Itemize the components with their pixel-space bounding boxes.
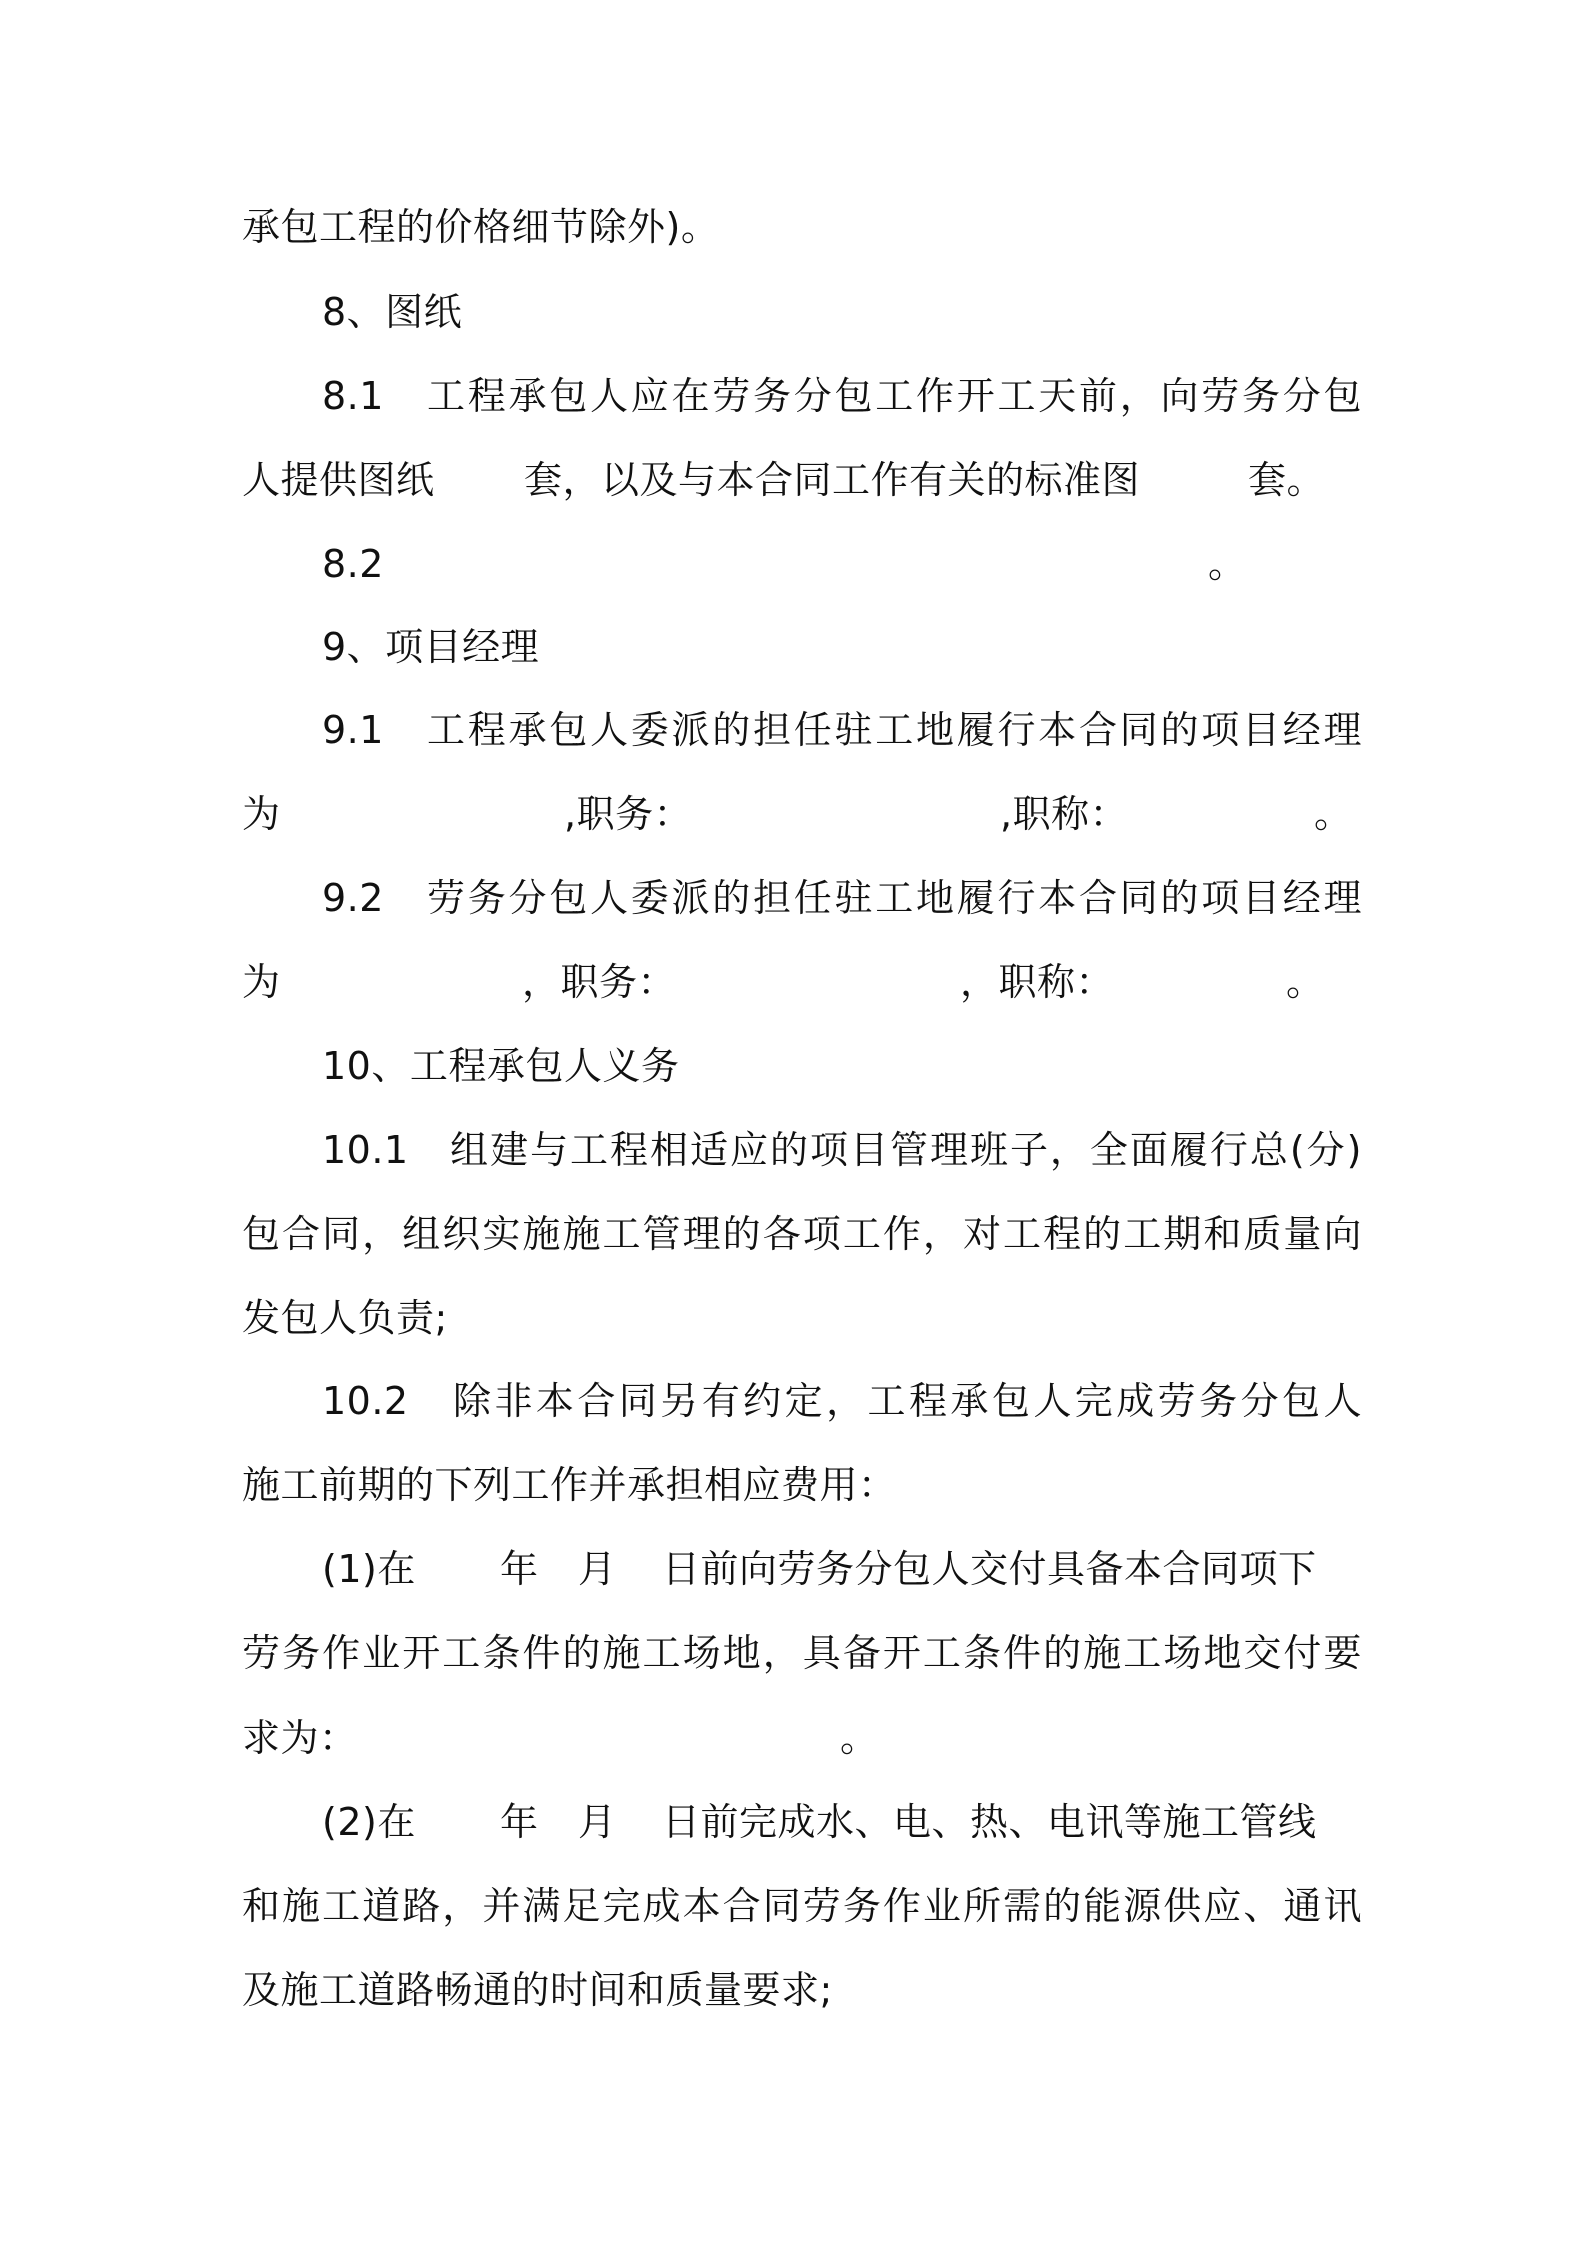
item-1-requirement-label: 求为： [242, 1716, 358, 1760]
section-heading-project-manager: 9、项目经理 [322, 625, 540, 669]
clause-9-2-as-text: 为 [242, 960, 281, 1004]
clause-9-2-line-2 [242, 952, 1362, 1012]
clause-9-1-as-text: 为 [242, 792, 281, 836]
clause-9-1-line-1: 9.1 工程承包人委派的担任驻工地履行本合同的项目经理 [322, 708, 1362, 752]
item-1-day-text: 日前向劳务分包人交付具备本合同项下 [662, 1547, 1317, 1591]
item-2-year-label: 年 [500, 1800, 539, 1844]
item-2-day-text: 日前完成水、电、热、电讯等施工管线 [662, 1800, 1317, 1844]
item-2-month-label: 月 [578, 1800, 617, 1844]
text-line-price-detail: 承包工程的价格细节除外)。 [242, 205, 720, 249]
clause-8-1-sets-text: 套。 [1248, 458, 1326, 502]
clause-9-2-line-1: 9.2 劳务分包人委派的担任驻工地履行本合同的项目经理 [322, 876, 1362, 920]
clause-8-2-line [322, 534, 1362, 594]
clause-8-1-line-2 [242, 450, 1362, 510]
item-2-line-2: 和施工道路，并满足完成本合同劳务作业所需的能源供应、通讯 [242, 1884, 1362, 1928]
item-1-line-1 [322, 1539, 1362, 1599]
item-1-month-label: 月 [578, 1547, 617, 1591]
clause-8-2-period: 。 [1208, 542, 1247, 586]
item-1-prefix: (1)在 [322, 1547, 416, 1591]
item-1-period: 。 [840, 1716, 879, 1760]
section-heading-drawings: 8、图纸 [322, 290, 463, 334]
section-heading-contractor-obligations: 10、工程承包人义务 [322, 1044, 680, 1088]
item-1-year-label: 年 [500, 1547, 539, 1591]
item-2-line-1 [322, 1792, 1362, 1852]
clause-9-1-title-label: ,职称： [1000, 792, 1129, 836]
clause-10-2-line-2: 施工前期的下列工作并承担相应费用： [242, 1463, 897, 1507]
clause-9-1-position-label: ,职务： [564, 792, 693, 836]
clause-9-1-period: 。 [1314, 792, 1353, 836]
clause-8-1-line-1: 8.1 工程承包人应在劳务分包工作开工天前，向劳务分包 [322, 374, 1362, 418]
clause-9-2-title-label: ，职称： [960, 960, 1115, 1004]
item-2-prefix: (2)在 [322, 1800, 416, 1844]
item-1-line-2: 劳务作业开工条件的施工场地，具备开工条件的施工场地交付要 [242, 1631, 1362, 1675]
clause-10-1-line-3: 发包人负责; [242, 1296, 448, 1340]
clause-8-1-drawings-text: 人提供图纸 [242, 458, 435, 502]
item-2-line-3: 及施工道路畅通的时间和质量要求; [242, 1968, 833, 2012]
clause-10-2-line-1: 10.2 除非本合同另有约定，工程承包人完成劳务分包人 [322, 1379, 1362, 1423]
clause-10-1-line-1: 10.1 组建与工程相适应的项目管理班子，全面履行总(分) [322, 1128, 1362, 1172]
clause-9-2-period: 。 [1286, 960, 1325, 1004]
clause-8-1-standard-drawings-text: 套，以及与本合同工作有关的标准图 [524, 458, 1141, 502]
clause-9-2-position-label: ，职务： [522, 960, 677, 1004]
item-1-line-3 [242, 1708, 1362, 1768]
clause-9-1-line-2 [242, 784, 1362, 844]
clause-8-2-number: 8.2 [322, 542, 384, 586]
clause-10-1-line-2: 包合同，组织实施施工管理的各项工作，对工程的工期和质量向 [242, 1212, 1362, 1256]
